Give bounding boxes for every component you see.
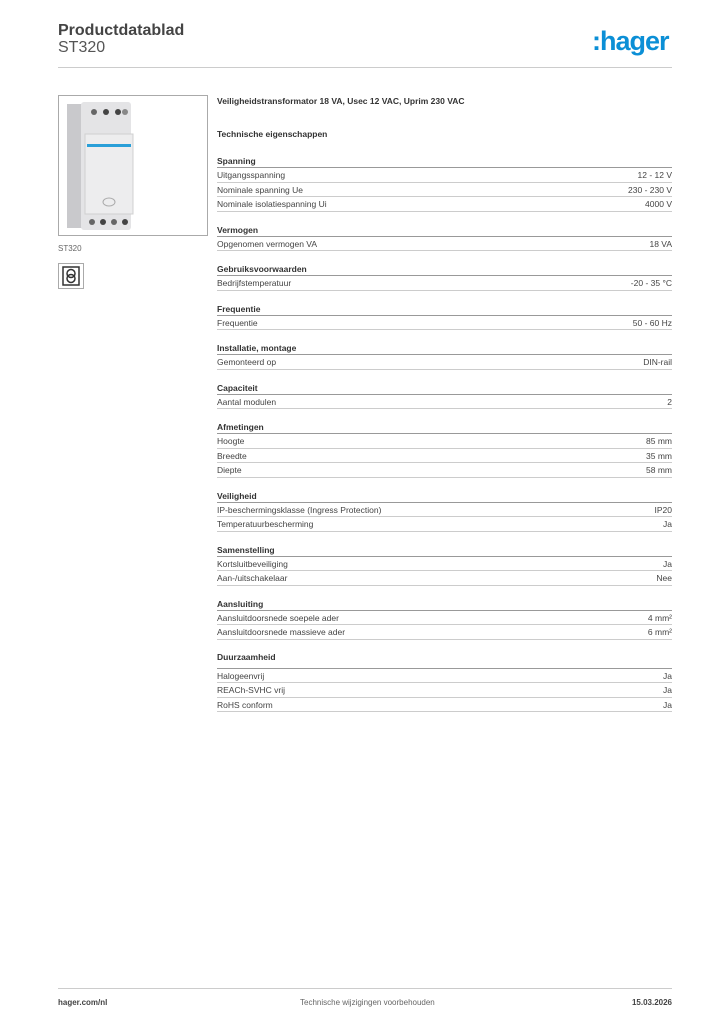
spec-value: 4 mm² (647, 612, 672, 623)
product-description: Veiligheidstransformator 18 VA, Usec 12 VAC, Uprim 230 VAC (217, 96, 465, 106)
spec-label: Halogeenvrij (217, 670, 265, 681)
spec-section (217, 155, 672, 212)
spec-value: 18 VA (649, 238, 672, 249)
spec-row (217, 316, 672, 331)
spec-row (217, 449, 672, 464)
spec-section (217, 490, 672, 532)
spec-row (217, 669, 672, 684)
product-image (58, 95, 208, 236)
spec-value: DIN-rail (643, 357, 672, 367)
spec-value: 230 - 230 V (628, 184, 672, 195)
spec-section (217, 598, 672, 640)
spec-value: 2 (667, 396, 672, 407)
footer-date: 15.03.2026 (631, 998, 672, 1007)
transformer-symbol-icon (58, 263, 84, 289)
spec-value: Ja (663, 670, 672, 681)
spec-row (217, 611, 672, 626)
footer-divider (58, 988, 672, 989)
spec-label: Hoogte (217, 436, 245, 446)
spec-row (217, 698, 672, 713)
spec-section (217, 303, 672, 331)
product-code: ST320 (58, 39, 106, 56)
footer-website[interactable]: hager.com/nl (58, 998, 108, 1007)
spec-row (217, 168, 672, 183)
section-title: Afmetingen (217, 421, 672, 434)
section-title: Gebruiksvoorwaarden (217, 263, 672, 276)
section-title: Vermogen (217, 224, 672, 237)
page-title: Productdatablad (58, 22, 185, 39)
spec-row (217, 197, 672, 212)
spec-value: 6 mm² (647, 627, 672, 637)
spec-value: Ja (663, 558, 672, 569)
spec-value: Ja (663, 519, 672, 529)
spec-label: Nominale isolatiespanning Ui (217, 199, 327, 209)
spec-row (217, 625, 672, 640)
header-divider (58, 67, 672, 68)
spec-label: Aantal modulen (217, 396, 277, 407)
spec-section (217, 651, 672, 713)
spec-value: 4000 V (645, 199, 672, 209)
section-title: Samenstelling (217, 544, 672, 557)
spec-row (217, 237, 672, 252)
spec-value: IP20 (654, 504, 672, 515)
spec-content (217, 96, 672, 712)
spec-label: Breedte (217, 450, 247, 461)
spec-label: Frequentie (217, 317, 258, 328)
section-title: Spanning (217, 155, 672, 168)
section-title: Veiligheid (217, 490, 672, 503)
spec-label: Kortsluitbeveiliging (217, 558, 288, 569)
section-title: Duurzaamheid (217, 651, 672, 669)
spec-section (217, 382, 672, 410)
spec-section (217, 421, 672, 478)
spec-row (217, 571, 672, 586)
spec-label: Uitgangsspanning (217, 170, 286, 180)
spec-section (217, 224, 672, 252)
spec-row (217, 355, 672, 370)
spec-section (217, 342, 672, 370)
footer-notice: Technische wijzigingen voorbehouden (300, 998, 435, 1007)
spec-row (217, 183, 672, 198)
spec-value: -20 - 35 °C (630, 278, 672, 288)
spec-label: Temperatuurbescherming (217, 519, 314, 529)
spec-value: Ja (663, 685, 672, 695)
spec-section (217, 263, 672, 291)
spec-label: Opgenomen vermogen VA (217, 238, 318, 249)
image-caption: ST320 (58, 244, 82, 253)
spec-label: Aansluitdoorsnede soepele ader (217, 612, 339, 623)
spec-label: RoHS conform (217, 699, 273, 710)
tech-specs-heading: Technische eigenschappen (217, 129, 328, 139)
spec-label: Gemonteerd op (217, 357, 277, 367)
section-title: Capaciteit (217, 382, 672, 395)
spec-value: 12 - 12 V (637, 170, 672, 180)
spec-value: Nee (656, 573, 672, 583)
spec-label: Aansluitdoorsnede massieve ader (217, 627, 346, 637)
spec-value: 50 - 60 Hz (632, 317, 672, 328)
spec-row (217, 434, 672, 449)
spec-row (217, 276, 672, 291)
spec-value: 85 mm (646, 436, 672, 446)
spec-row (217, 557, 672, 572)
spec-label: Nominale spanning Ue (217, 184, 303, 195)
spec-section (217, 544, 672, 586)
spec-value: Ja (663, 699, 672, 710)
spec-row (217, 517, 672, 532)
spec-value: 35 mm (646, 450, 672, 461)
section-title: Aansluiting (217, 598, 672, 611)
section-title: Installatie, montage (217, 342, 672, 355)
section-title: Frequentie (217, 303, 672, 316)
spec-label: REACh-SVHC vrij (217, 685, 286, 695)
spec-row (217, 503, 672, 518)
spec-label: Aan-/uitschakelaar (217, 573, 288, 583)
spec-row (217, 683, 672, 698)
spec-value: 58 mm (646, 465, 672, 475)
hager-logo: :hager (592, 26, 669, 56)
spec-row (217, 463, 672, 478)
spec-label: Diepte (217, 465, 242, 475)
spec-row (217, 395, 672, 410)
spec-label: Bedrijfstemperatuur (217, 278, 292, 288)
spec-label: IP-beschermingsklasse (Ingress Protection) (217, 504, 382, 515)
